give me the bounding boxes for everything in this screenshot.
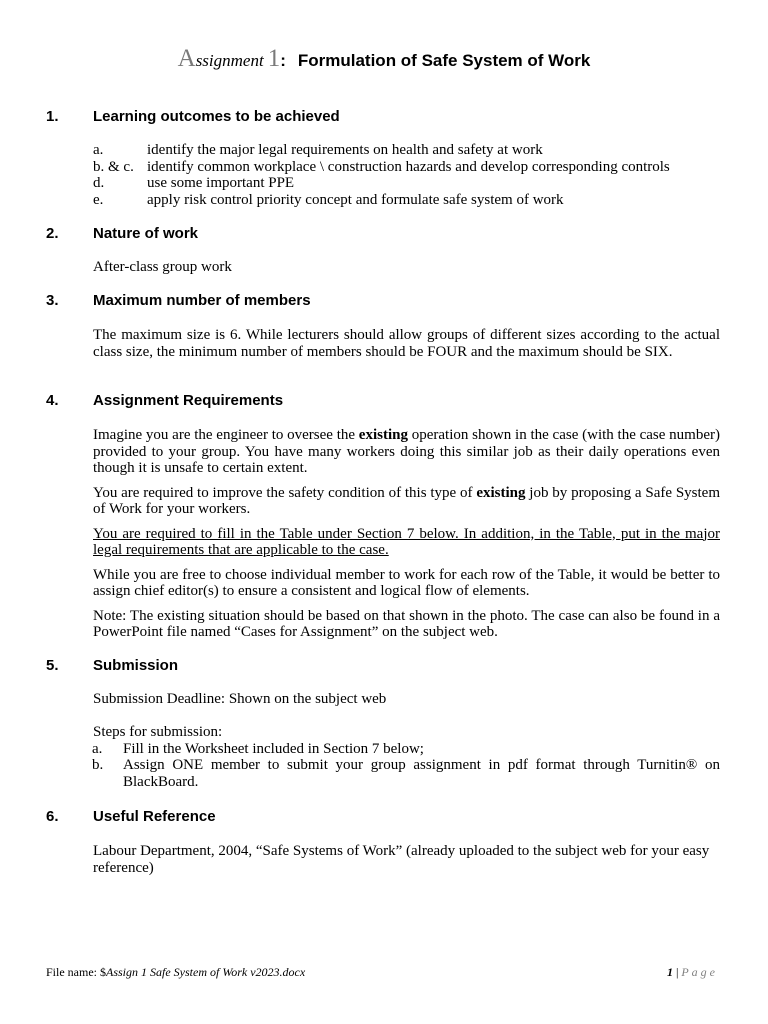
footer-page-number <box>667 965 718 980</box>
requirements-paragraph-2 <box>93 485 720 518</box>
list-item-text: apply risk control priority concept and formulate safe system of work <box>147 191 564 208</box>
emphasis-existing: existing <box>476 484 526 501</box>
nature-of-work-text: After-class group work <box>93 259 232 275</box>
learning-outcomes-list <box>93 142 720 208</box>
title-letter-a: A <box>177 45 196 72</box>
section-3-heading <box>46 292 311 310</box>
list-item-label: b. <box>92 757 104 773</box>
steps-intro: Steps for submission: <box>93 724 223 740</box>
section-6-heading <box>46 808 216 826</box>
section-1-heading <box>46 108 340 126</box>
list-item <box>93 142 720 159</box>
list-item-label: a. <box>92 740 103 757</box>
list-item-label: d. <box>93 175 105 191</box>
text-run: Imagine you are the engineer to oversee the <box>93 427 359 443</box>
section-number: 5. <box>46 657 59 674</box>
page-separator: | <box>675 965 679 979</box>
requirements-paragraph-3: You are required to fill in the Table under Section 7 below. In addition, in the Table, put in the major legal requirements that are applicable to the case. <box>93 525 720 558</box>
list-item-text: Assign ONE member to submit your group assignment in pdf format through Turnitin® on BlackBoard. <box>123 757 720 790</box>
list-item-text: Fill in the Worksheet included in Section 7 below; <box>123 740 424 757</box>
useful-reference-text: Labour Department, 2004, “Safe Systems of Work” (already uploaded to the subject web for your easy reference) <box>93 843 710 876</box>
page-word: Page <box>681 965 718 979</box>
requirements-paragraph-1 <box>93 427 720 477</box>
list-item-text: identify the major legal requirements on health and safety at work <box>147 142 543 158</box>
max-members-text: The maximum size is 6. While lecturers should allow groups of different sizes according to the actual class size, the minimum number of members should be FOUR and the maximum should be SIX. <box>93 327 720 360</box>
requirements-paragraph-4: While you are free to choose individual member to work for each row of the Table, it would be better to assign chief editor(s) to ensure a consistent and logical flow of elements. <box>93 566 720 599</box>
title-colon: : <box>280 51 286 70</box>
section-title: Assignment Requirements <box>93 392 284 409</box>
page-number: 1 <box>666 965 673 979</box>
section-number: 4. <box>46 392 59 409</box>
requirements-paragraph-5: Note: The existing situation should be based on that shown in the photo. The case can also be found in a PowerPoint file named “Cases for Assignment” on the subject web. <box>93 607 720 640</box>
file-name-prefix: File name: $ <box>46 965 106 979</box>
list-item <box>93 159 720 176</box>
section-number: 2. <box>46 225 59 242</box>
title-number: 1 <box>267 45 281 72</box>
title-text: Formulation of Safe System of Work <box>297 51 591 70</box>
list-item <box>93 175 720 192</box>
list-item <box>92 757 720 790</box>
list-item-text: use some important PPE <box>147 175 295 191</box>
submission-steps <box>93 724 720 790</box>
text-run: job by proposing a Safe System of Work for your workers. <box>93 484 721 517</box>
text-run: operation shown in the case (with the case number) provided to your group. You have many workers doing this similar job as their daily operations even though it is unsafe to certain extent. <box>93 427 721 476</box>
list-item-text: identify common workplace \ construction hazards and develop corresponding controls <box>147 158 670 175</box>
section-number: 1. <box>46 108 59 125</box>
section-5-heading <box>46 657 178 675</box>
section-title: Useful Reference <box>93 808 216 825</box>
list-item-label: a. <box>93 142 104 158</box>
section-title: Learning outcomes to be achieved <box>93 108 340 125</box>
file-name: Assign 1 Safe System of Work v2023.docx <box>106 965 306 979</box>
section-4-heading <box>46 392 283 410</box>
emphasis-existing: existing <box>358 427 408 443</box>
text-run: You are required to improve the safety condition of this type of <box>93 484 477 501</box>
list-item <box>92 741 720 758</box>
title-ssignment: ssignment <box>195 51 264 70</box>
document-title <box>0 45 768 73</box>
section-number: 3. <box>46 292 59 309</box>
footer-file-name <box>46 965 305 980</box>
submission-deadline: Submission Deadline: Shown on the subject web <box>93 691 387 707</box>
list-item-label: e. <box>93 191 104 208</box>
list-item <box>93 192 720 209</box>
list-item-label: b. & c. <box>93 158 134 175</box>
assignment-requirements-body <box>93 427 720 641</box>
section-title: Maximum number of members <box>93 292 311 309</box>
section-number: 6. <box>46 808 59 825</box>
section-2-heading <box>46 225 198 243</box>
section-title: Submission <box>93 657 179 674</box>
section-title: Nature of work <box>93 225 199 242</box>
